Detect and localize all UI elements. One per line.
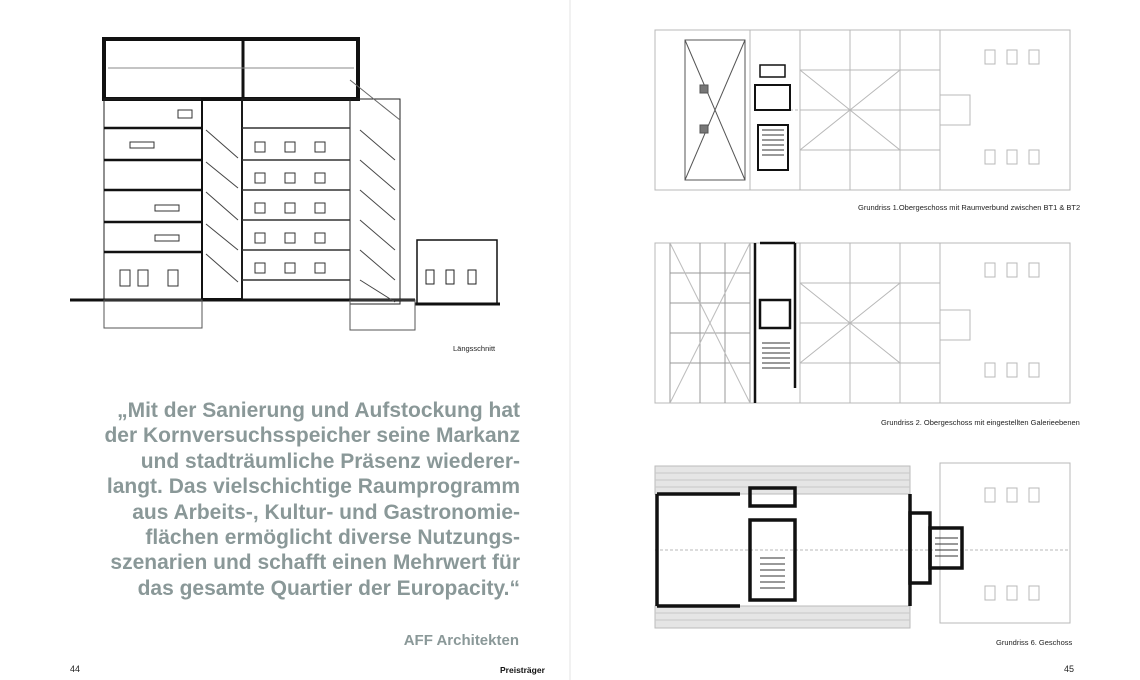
section-caption: Längsschnitt [453, 344, 496, 353]
quote-line: szenarien und schafft einen Mehrwert für [110, 551, 520, 575]
quote-line: das gesamte Quartier der Europacity.“ [137, 576, 520, 600]
quote-line: flächen ermöglicht diverse Nutzungs- [145, 526, 520, 550]
longitudinal-section-drawing [60, 30, 520, 335]
plan-1-caption: Grundriss 1.Obergeschoss mit Raumverbund zwischen BT1 & BT2 [858, 203, 1081, 212]
floor-plan-1-drawing [650, 25, 1080, 197]
plan-2-caption: Grundriss 2. Obergeschoss mit eingestellten Galerieebenen [881, 418, 1080, 427]
quote-line: langt. Das vielschichtige Raumprogramm [106, 475, 520, 499]
page-gutter [569, 0, 571, 680]
quote-line: und stadträumliche Präsenz wiederer- [140, 449, 520, 473]
section-name: Preisträger [500, 665, 545, 675]
page-number-left: 44 [70, 664, 81, 674]
quote-line: aus Arbeits-, Kultur- und Gastronomie- [132, 500, 520, 524]
quote-author: AFF Architekten [403, 632, 519, 649]
quote-line: der Kornversuchsspeicher seine Markanz [104, 424, 520, 448]
plan-3-caption: Grundriss 6. Geschoss [996, 638, 1073, 647]
floor-plan-3-drawing [650, 458, 1080, 630]
pull-quote [80, 398, 520, 601]
floor-plan-2-drawing [650, 238, 1080, 410]
quote-line: „Mit der Sanierung und Aufstockung hat [117, 399, 520, 422]
page-number-right: 45 [1064, 664, 1075, 674]
